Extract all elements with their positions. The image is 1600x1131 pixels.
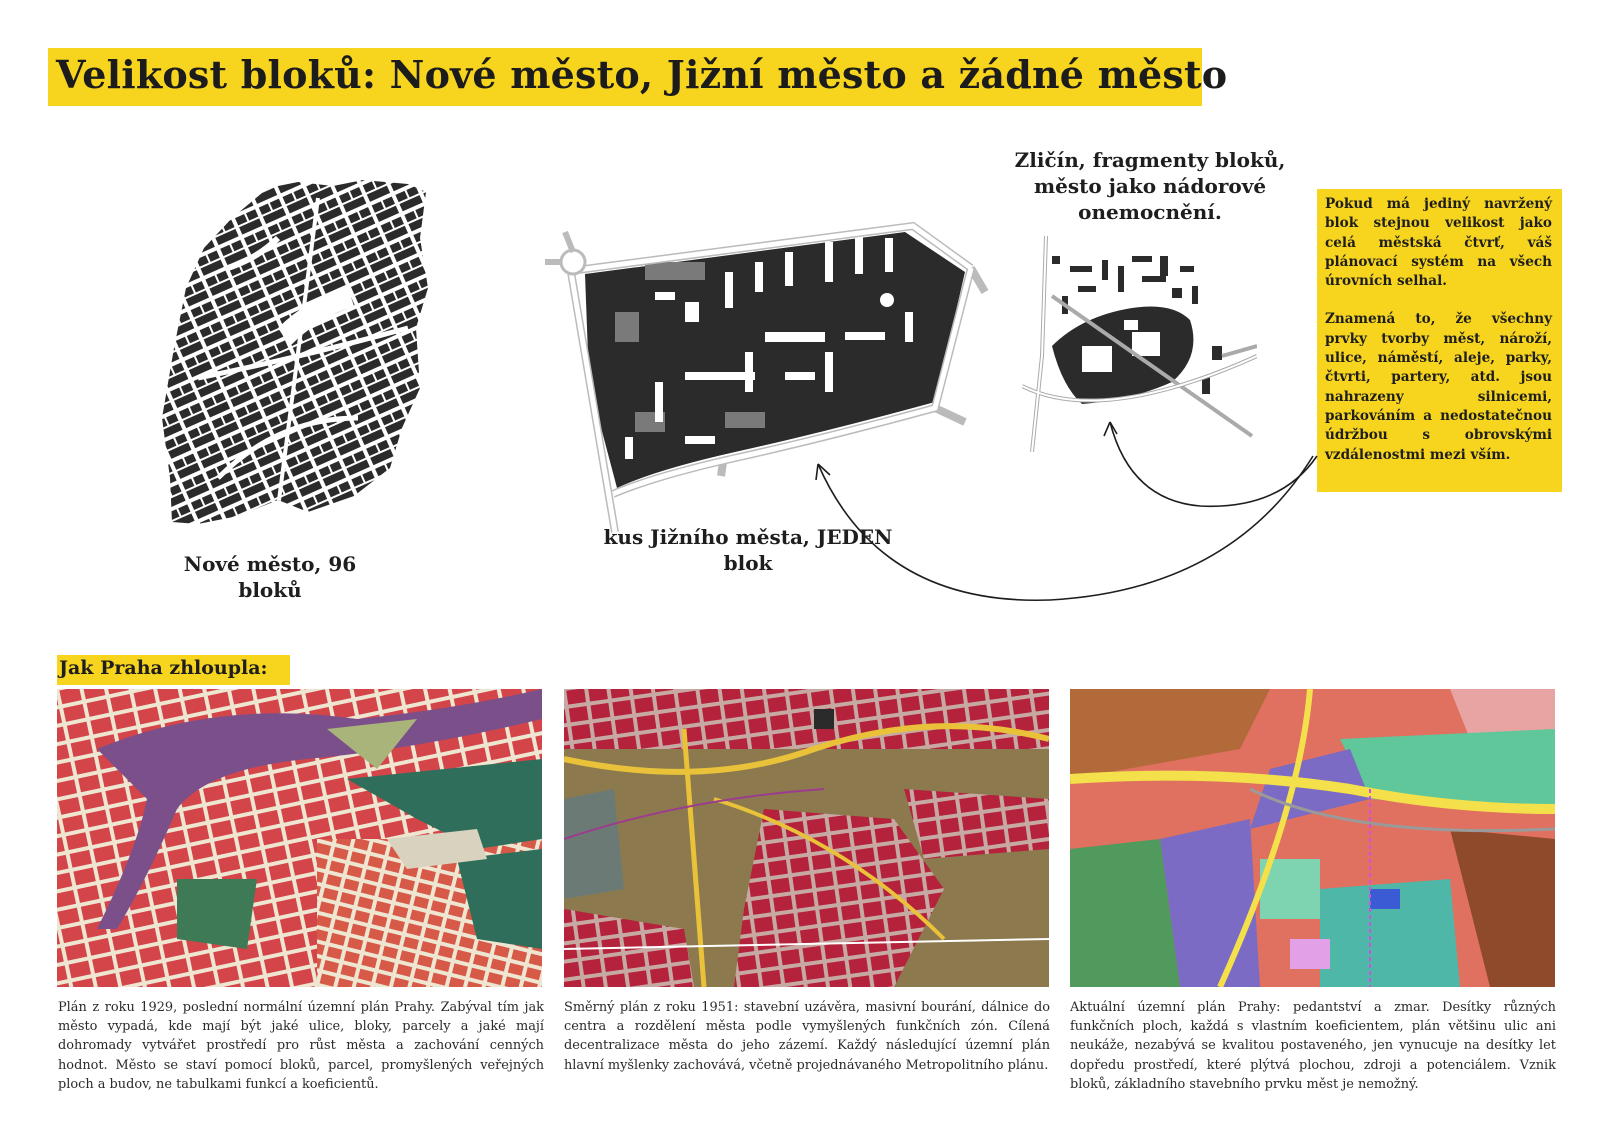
plan-1951-caption: Směrný plán z roku 1951: stavební uzávěra, masivní bourání, dálnice do centra a rozdělení města podle vymyšlených funkčních zón. Cílená decentralizace města do jeho zázemí. Každý následující územní plán hlavní myšlenky zachovává, včetně projednávaného Metropolitního plánu. [564,1000,1050,1073]
note-paragraph-1: Pokud má jediný navržený blok stejnou velikost jako celá městská čtvrť, váš plánovací systém na všech úrovních selhal. [1325,196,1552,290]
section-title: Jak Praha zhloupla: [59,657,268,679]
jizni-mesto-caption: kus Jižního města, JEDEN blok [603,525,893,575]
zlicin-caption: Zličín, fragmenty bloků, město jako nádorové onemocnění. [1014,148,1286,224]
page-title: Velikost bloků: Nové město, Jižní město a žádné město [56,52,1228,97]
note-paragraph-2: Znamená to, že všechny prvky tvorby měst, nároží, ulice, náměstí, aleje, parky, čtvrti, partery, atd. jsou nahrazeny silnicemi, parkováním a nedostatečnou údržbou s obrovskými vzdálenostmi mezi vším. [1325,311,1552,463]
nove-mesto-caption: Nové město, 96 bloků [183,552,357,602]
plan-1951-map [564,689,1049,987]
current-plan-map [1070,689,1555,987]
current-plan-caption: Aktuální územní plán Prahy: pedantství a zmar. Desítky různých funkčních ploch, každá s vlastním koeficientem, plán většinu ulic ani neukáže, nezabývá se kvalitou postaveného, jen vynucuje na desítky let dopředu prostředí, které plýtvá plochou, zdroji a potenciálem. Vznik bloků, základního stavebního prvku měst je nemožný. [1070,1000,1556,1092]
plan-1929-map [57,689,542,987]
nove-mesto-map [158,178,448,530]
note-box [1317,189,1562,492]
plan-1929-caption: Plán z roku 1929, poslední normální územní plán Prahy. Zabýval tím jak město vypadá, kde mají být jaké ulice, bloky, parcely a jaké mají dohromady vytvářet prostředí pro růst města a zachování cenných hodnot. Město se staví pomocí bloků, parcel, promyšlených veřejných ploch a budov, ne tabulkami funkcí a koeficientů. [58,1000,544,1092]
arrow-to-zlicin [1100,420,1330,520]
